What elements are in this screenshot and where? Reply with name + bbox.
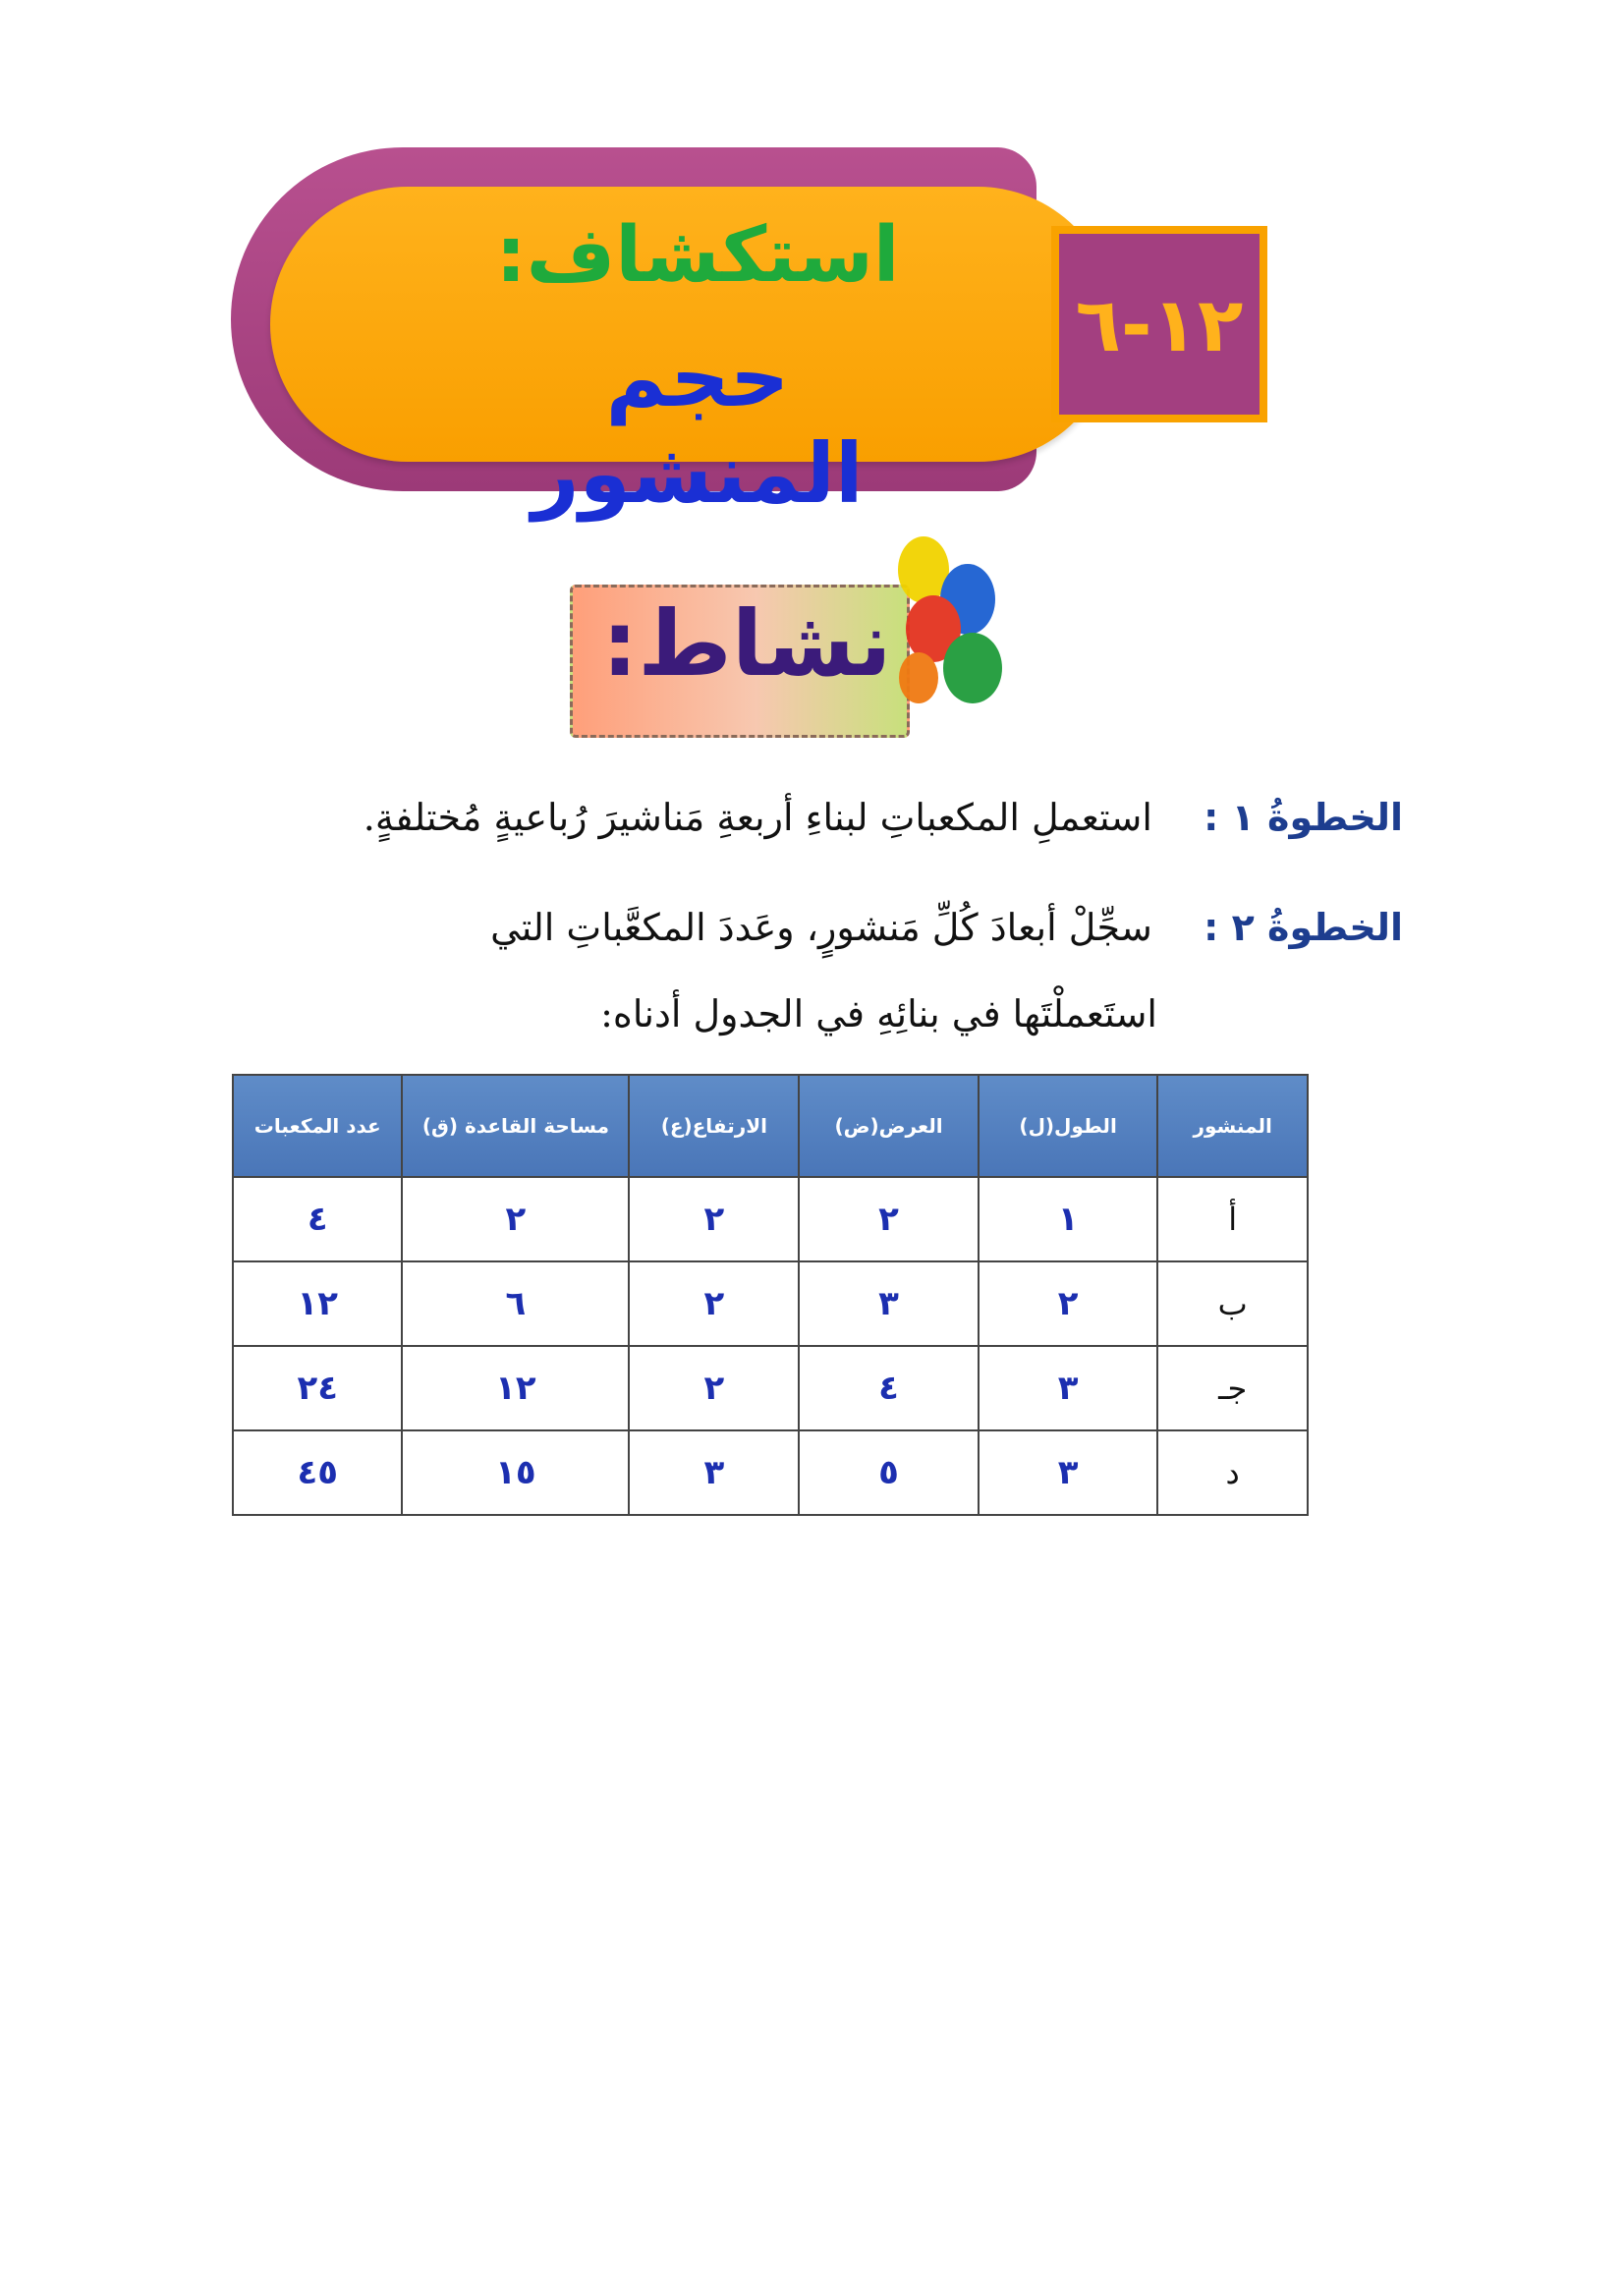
step-1-label: الخطوةُ ١ : xyxy=(1204,796,1403,839)
cell-width: ٢ xyxy=(799,1177,979,1261)
activity-label: نشاط: xyxy=(601,591,892,697)
step-2 xyxy=(490,906,1403,949)
table-row xyxy=(233,1346,1308,1430)
cell-height: ٢ xyxy=(629,1346,799,1430)
prism-dimensions-table xyxy=(232,1074,1309,1516)
header-prism: المنشور xyxy=(1157,1075,1308,1177)
title-line-prism-volume: حجم المنشور xyxy=(532,329,864,522)
cell-prism-name: جـ xyxy=(1157,1346,1308,1430)
header-height: الارتفاع(ع) xyxy=(629,1075,799,1177)
cell-cube-count: ١٢ xyxy=(233,1261,402,1346)
cell-prism-name: ب xyxy=(1157,1261,1308,1346)
lesson-number: ١٢-٦ xyxy=(1075,280,1244,368)
cell-length: ٣ xyxy=(979,1346,1157,1430)
header-cube-count: عدد المكعبات xyxy=(233,1075,402,1177)
lesson-header xyxy=(0,0,1624,531)
cell-cube-count: ٢٤ xyxy=(233,1346,402,1430)
header-length: الطول(ل) xyxy=(979,1075,1157,1177)
cell-length: ٢ xyxy=(979,1261,1157,1346)
table-row xyxy=(233,1261,1308,1346)
cell-prism-name: أ xyxy=(1157,1177,1308,1261)
cell-length: ٣ xyxy=(979,1430,1157,1515)
cell-width: ٣ xyxy=(799,1261,979,1346)
cell-height: ٣ xyxy=(629,1430,799,1515)
lesson-number-box xyxy=(1051,226,1267,422)
cell-prism-name: د xyxy=(1157,1430,1308,1515)
cell-base-area: ١٥ xyxy=(402,1430,629,1515)
activity-badge xyxy=(550,531,1022,747)
cell-length: ١ xyxy=(979,1177,1157,1261)
cell-base-area: ٢ xyxy=(402,1177,629,1261)
cell-height: ٢ xyxy=(629,1261,799,1346)
title-line-explore: استكشاف: xyxy=(495,211,900,300)
cell-width: ٤ xyxy=(799,1346,979,1430)
cell-base-area: ١٢ xyxy=(402,1346,629,1430)
table-header-row xyxy=(233,1075,1308,1177)
cell-base-area: ٦ xyxy=(402,1261,629,1346)
table-row xyxy=(233,1177,1308,1261)
step-2-label: الخطوةُ ٢ : xyxy=(1204,906,1403,949)
header-base-area: مساحة القاعدة (ق) xyxy=(402,1075,629,1177)
header-width: العرض(ض) xyxy=(799,1075,979,1177)
table-row xyxy=(233,1430,1308,1515)
colored-hands-icon xyxy=(865,531,1022,727)
step-1-text: استعملِ المكعباتِ لبناءِ أربعةِ مَناشيرَ رُباعيةٍ مُختلفةٍ. xyxy=(363,796,1152,839)
cell-cube-count: ٤٥ xyxy=(233,1430,402,1515)
step-2-continuation: استَعملْتَها في بنائِهِ في الجدول أدناه: xyxy=(600,992,1157,1036)
step-2-text: سجِّلْ أبعادَ كُلِّ مَنشورٍ، وعَددَ المكعَّباتِ التي xyxy=(490,906,1152,949)
step-1 xyxy=(364,796,1403,839)
cell-width: ٥ xyxy=(799,1430,979,1515)
cell-height: ٢ xyxy=(629,1177,799,1261)
cell-cube-count: ٤ xyxy=(233,1177,402,1261)
